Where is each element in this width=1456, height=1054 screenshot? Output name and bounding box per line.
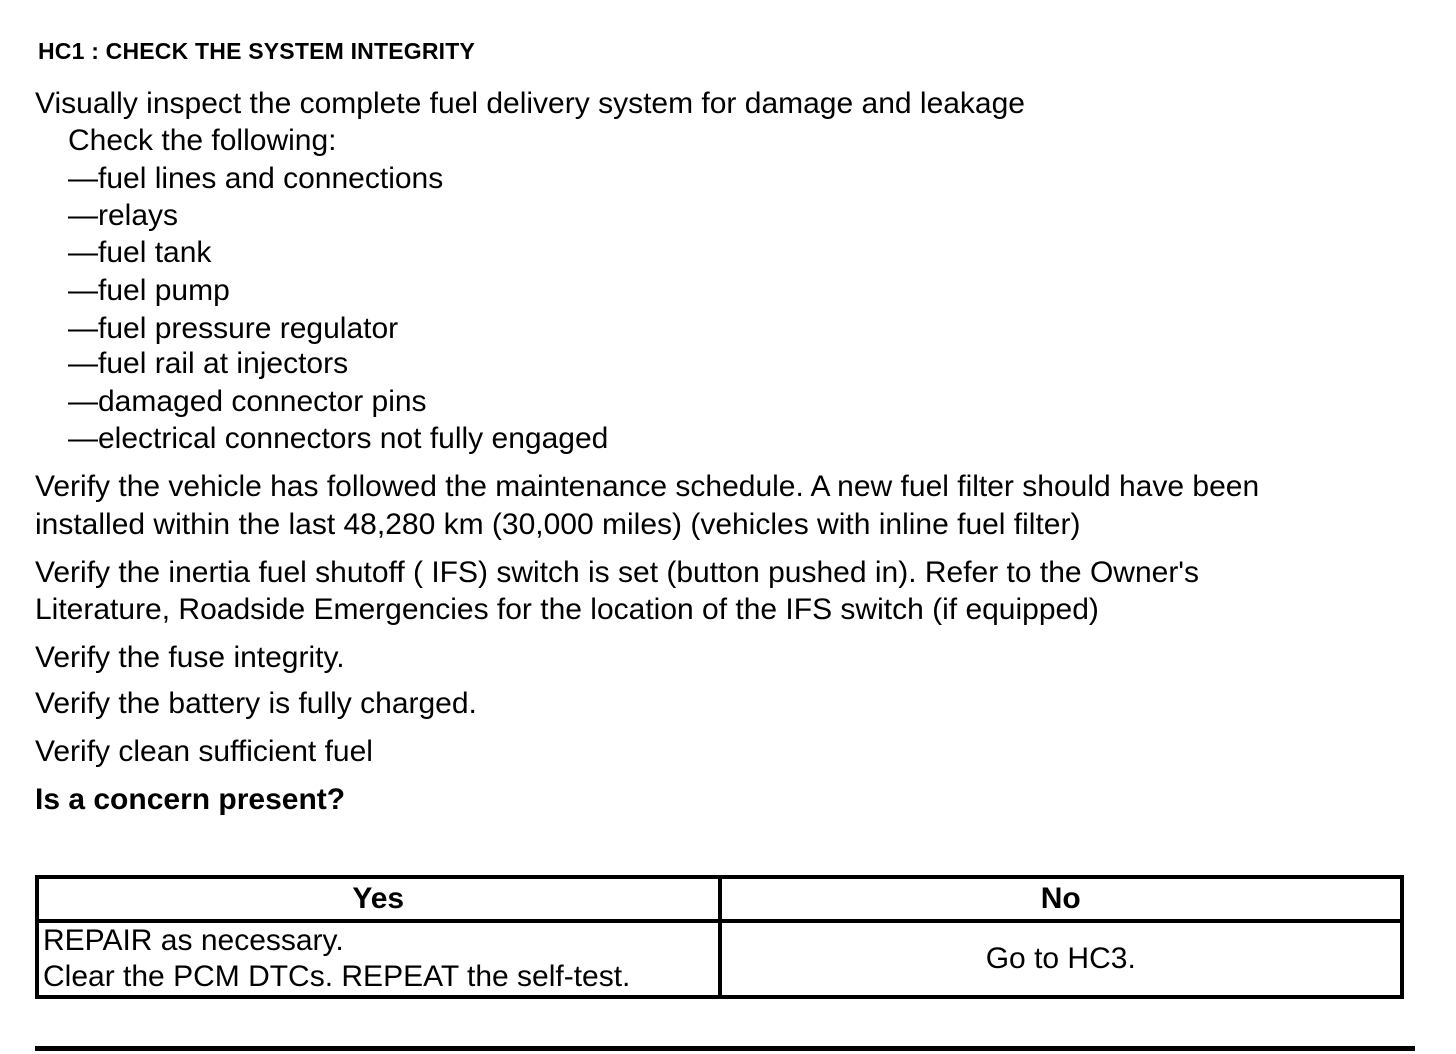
check-item: —fuel lines and connections (68, 162, 444, 195)
ifs-switch-line: Verify the inertia fuel shutoff ( IFS) switch is set (button pushed in). Refer to the Owner's (35, 556, 1200, 589)
yes-header: Yes (37, 877, 720, 921)
table-row (37, 921, 1402, 997)
yes-action-line: REPAIR as necessary. (43, 924, 344, 957)
check-label: Check the following: (68, 124, 337, 157)
maintenance-line: installed within the last 48,280 km (30,000 miles) (vehicles with inline fuel filter) (35, 508, 1081, 541)
check-item: —fuel rail at injectors (68, 347, 349, 380)
decision-table (35, 875, 1404, 999)
intro-text: Visually inspect the complete fuel delivery system for damage and leakage (35, 87, 1025, 120)
maintenance-line: Verify the vehicle has followed the maintenance schedule. A new fuel filter should have been (35, 470, 1260, 503)
bottom-divider (35, 1046, 1415, 1051)
battery-check: Verify the battery is fully charged. (35, 687, 477, 720)
check-item: —electrical connectors not fully engaged (68, 422, 609, 455)
check-item: —relays (68, 199, 179, 232)
yes-action-cell (37, 921, 720, 997)
check-item: —damaged connector pins (68, 385, 427, 418)
yes-action-line: Clear the PCM DTCs. REPEAT the self-test. (43, 960, 631, 993)
no-action-cell: Go to HC3. (720, 921, 1403, 997)
ifs-switch-line: Literature, Roadside Emergencies for the location of the IFS switch (if equipped) (35, 593, 1099, 626)
check-item: —fuel pressure regulator (68, 312, 399, 345)
table-header-row (37, 877, 1402, 921)
check-item: —fuel pump (68, 274, 230, 307)
concern-question: Is a concern present? (35, 783, 346, 816)
no-header: No (720, 877, 1403, 921)
fuel-check: Verify clean sufficient fuel (35, 735, 373, 768)
check-item: —fuel tank (68, 236, 212, 269)
step-heading: HC1 : CHECK THE SYSTEM INTEGRITY (38, 38, 476, 64)
fuse-check: Verify the fuse integrity. (35, 641, 345, 674)
